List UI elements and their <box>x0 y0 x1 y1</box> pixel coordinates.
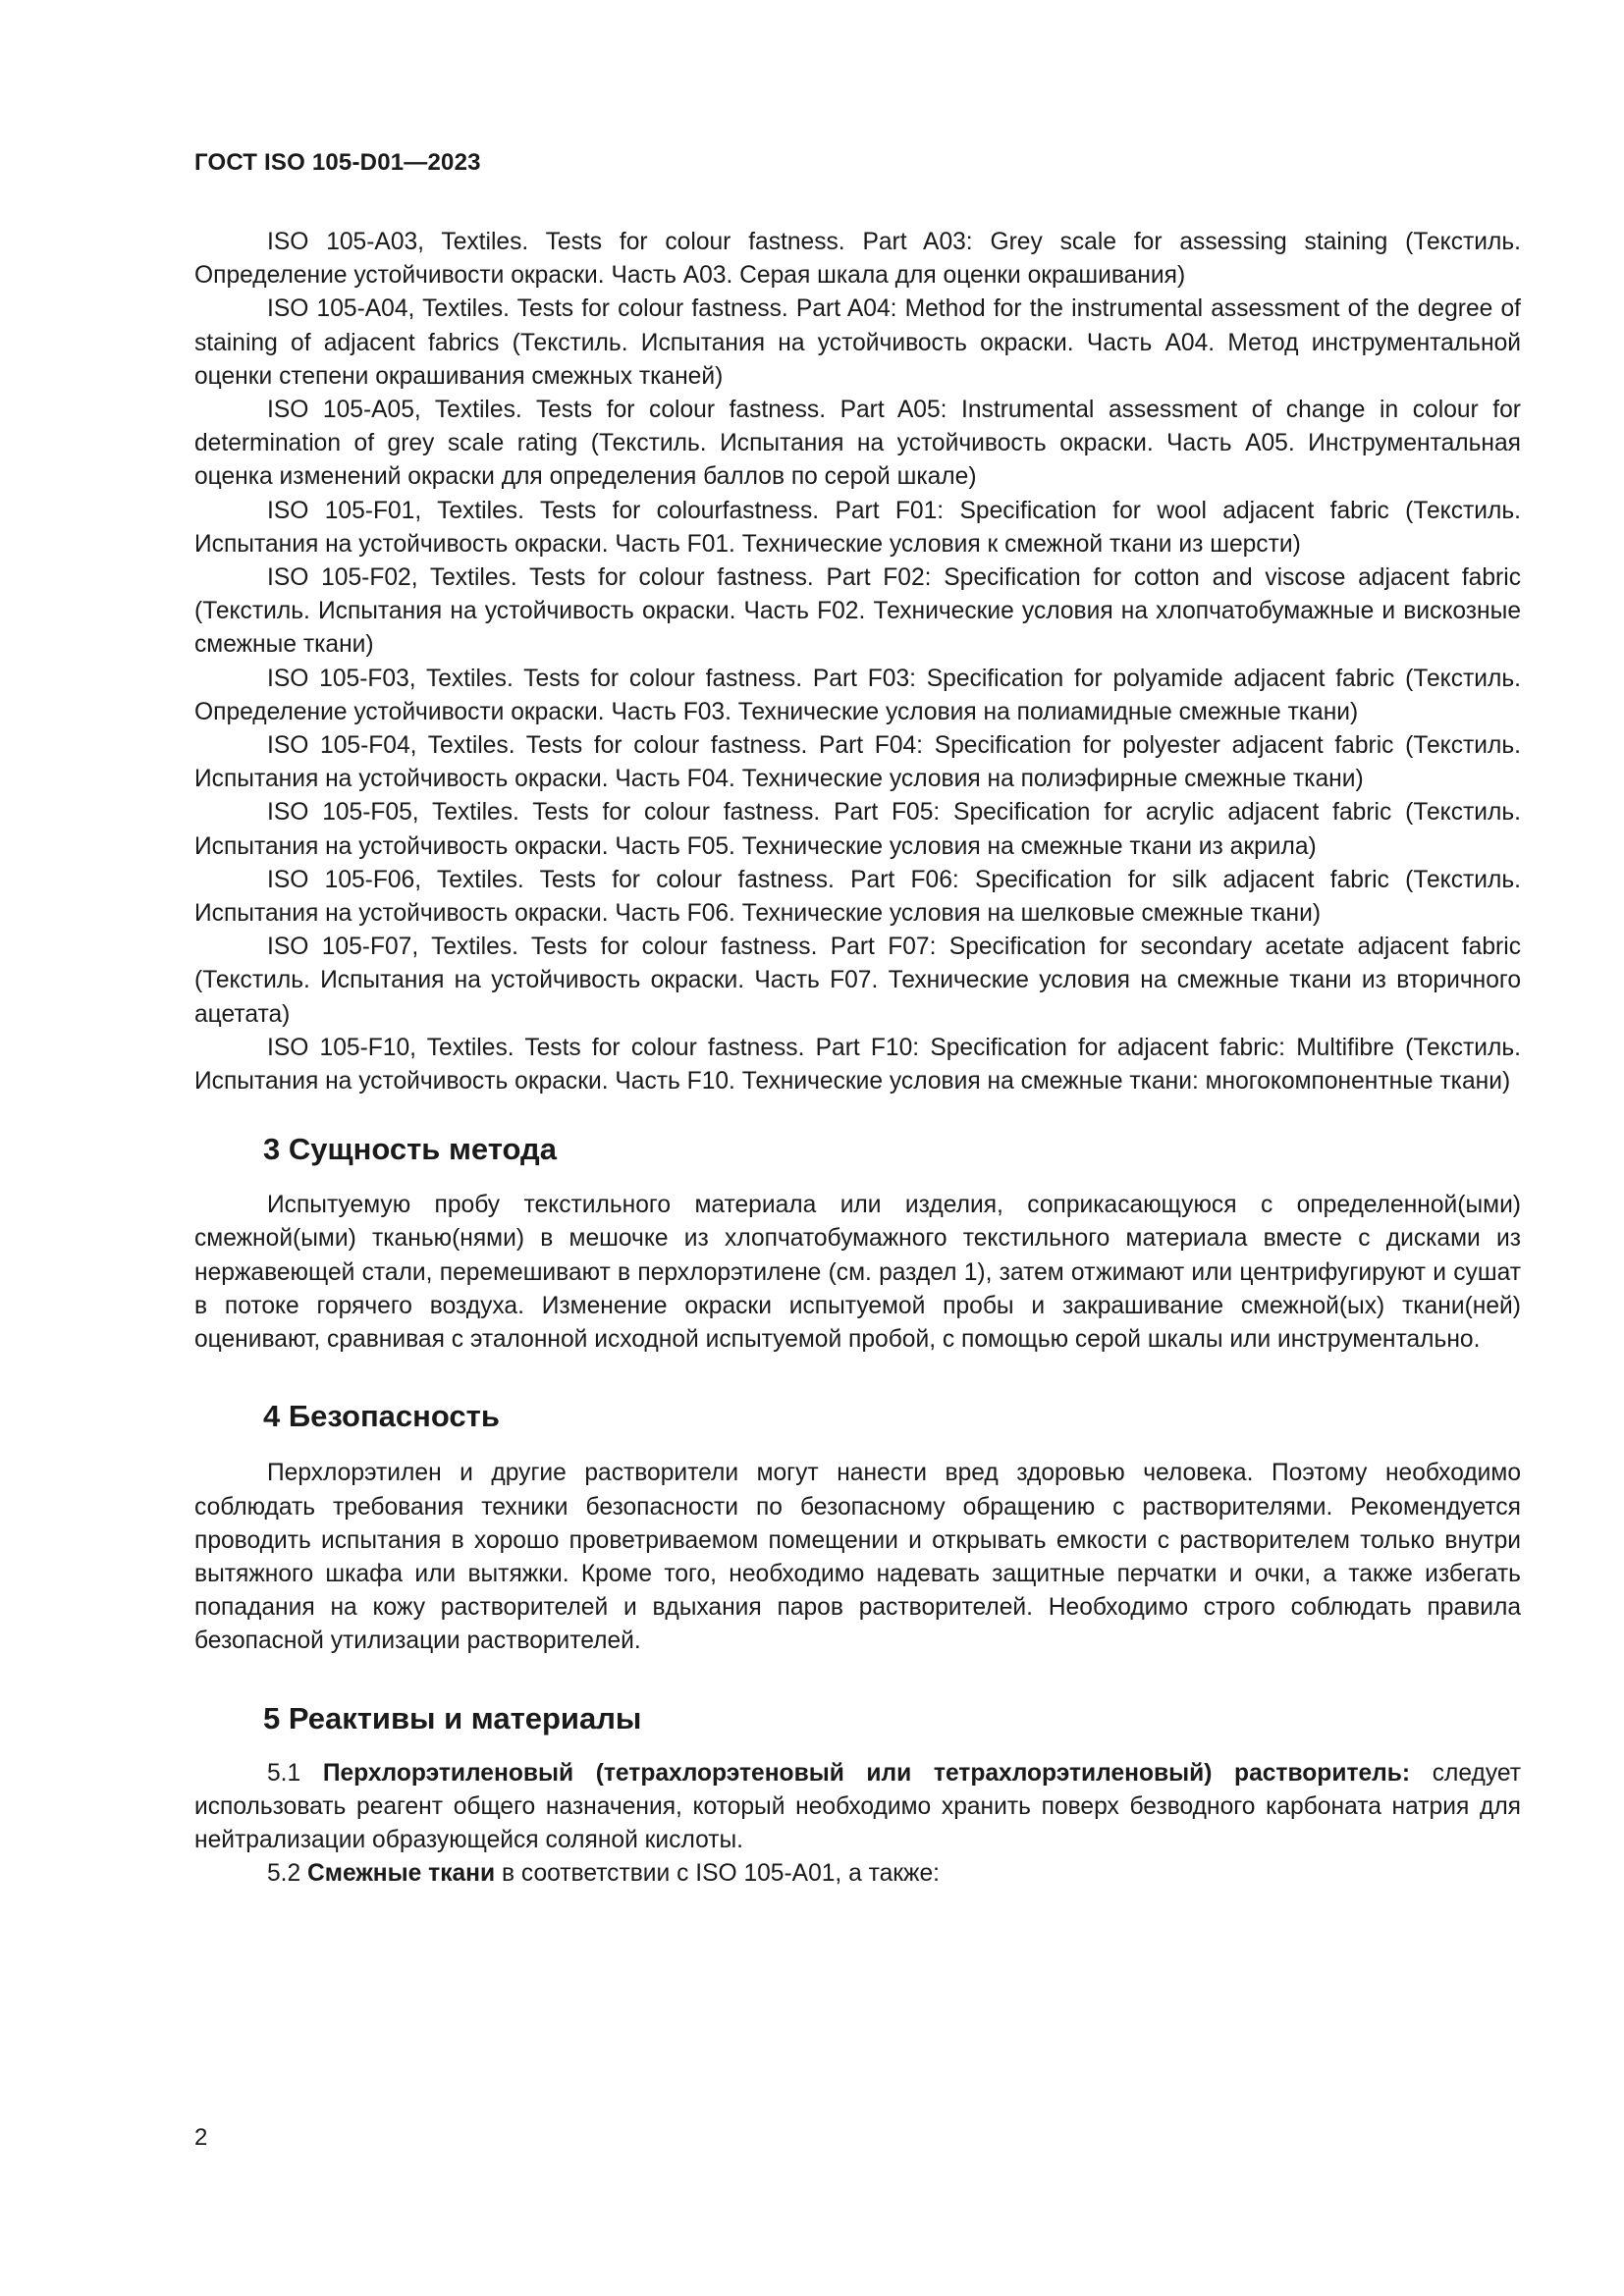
reference-item: ISO 105-A04, Textiles. Tests for colour fastness. Part A04: Method for the instrumental assessment of the degree of staining of adjacent fabrics (Текстиль. Испытания на устойчивость окраски. Часть А04. Метод инструментальной оценки степени окрашивания смежных тканей) <box>194 295 1521 390</box>
page-number: 2 <box>194 2124 208 2151</box>
clause-5-2-number: 5.2 <box>267 1860 308 1888</box>
clause-5-1 <box>194 1757 1521 1858</box>
clause-5-1-number: 5.1 <box>267 1759 323 1787</box>
reference-item: ISO 105-F02, Textiles. Tests for colour fastness. Part F02: Specification for cotton and viscose adjacent fabric (Текстиль. Испытания на устойчивость окраски. Часть F02. Технические условия на хлопчатобумажные и вискозные смежные ткани) <box>194 564 1521 659</box>
section-3-paragraph: Испытуемую пробу текстильного материала или изделия, соприкасающуюся с определенной(ыми) смежной(ыми) тканью(нями) в мешочке из хлопчатобумажного текстильного материала вместе с дисками из нержавеющей стали, перемешивают в перхлорэтилене (см. раздел 1), затем отжимают или центрифугируют и сушат в потоке горячего воздуха. Изменение окраски испытуемой пробы и закрашивание смежной(ых) ткани(ней) оценивают, сравнивая с эталонной исходной испытуемой пробой, с помощью серой шкалы или инструментально. <box>194 1192 1521 1354</box>
clause-5-1-text: следует использовать реагент общего назначения, который необходимо хранить поверх безводного карбоната натрия для нейтрализации образующейся соляной кислоты. <box>194 1759 1521 1853</box>
reference-item: ISO 105-F04, Textiles. Tests for colour fastness. Part F04: Specification for polyester adjacent fabric (Текстиль. Испытания на устойчивость окраски. Часть F04. Технические условия на полиэфирные смежные ткани) <box>194 732 1521 793</box>
clause-5-2-term: Смежные ткани <box>307 1860 496 1888</box>
reference-item: ISO 105-F07, Textiles. Tests for colour fastness. Part F07: Specification for secondary acetate adjacent fabric (Текстиль. Испытания на устойчивость окраски. Часть F07. Технические условия на смежные ткани из вторичного ацетата) <box>194 934 1521 1028</box>
reference-item: ISO 105-A05, Textiles. Tests for colour fastness. Part A05: Instrumental assessment of change in colour for determination of grey scale rating (Текстиль. Испытания на устойчивость окраски. Часть А05. Инструментальная оценка изменений окраски для определения баллов по серой шкале) <box>194 397 1521 491</box>
running-header: ГОСТ ISO 105-D01—2023 <box>194 149 481 176</box>
clause-5-1-term: Перхлорэтиленовый (тетрахлорэтеновый или тетрахлорэтиленовый) растворитель: <box>322 1759 1411 1787</box>
reference-item: ISO 105-F03, Textiles. Tests for colour fastness. Part F03: Specification for polyamide adjacent fabric (Текстиль. Определение устойчивости окраски. Часть F03. Технические условия на полиамидные смежные ткани) <box>194 665 1521 725</box>
section-5-heading: 5 Реактивы и материалы <box>263 1700 642 1735</box>
reference-item: ISO 105-F05, Textiles. Tests for colour fastness. Part F05: Specification for acrylic adjacent fabric (Текстиль. Испытания на устойчивость окраски. Часть F05. Технические условия на смежные ткани из акрила) <box>194 799 1521 860</box>
reference-item: ISO 105-F10, Textiles. Tests for colour fastness. Part F10: Specification for adjacent fabric: Multifibre (Текстиль. Испытания на устойчивость окраски. Часть F10. Технические условия на смежные ткани: многокомпонентные ткани) <box>194 1034 1521 1095</box>
reference-item: ISO 105-A03, Textiles. Tests for colour fastness. Part A03: Grey scale for assessing staining (Текстиль. Определение устойчивости окраски. Часть А03. Серая шкала для оценки окрашивания) <box>194 229 1521 290</box>
normative-references-list <box>194 226 1521 1098</box>
page-content <box>194 226 1521 1891</box>
section-4-paragraph: Перхлорэтилен и другие растворители могут нанести вред здоровью человека. Поэтому необходимо соблюдать требования техники безопасности по безопасному обращению с растворителями. Рекомендуется проводить испытания в хорошо проветриваемом помещении и открывать емкости с растворителем только внутри вытяжного шкафа или вытяжки. Кроме того, необходимо надевать защитные перчатки и очки, а также избегать попадания на кожу растворителей и вдыхания паров растворителей. Необходимо строго соблюдать правила безопасной утилизации растворителей. <box>194 1460 1521 1655</box>
clause-5-2 <box>194 1857 1521 1891</box>
section-3-heading: 3 Сущность метода <box>263 1132 557 1167</box>
clause-5-2-text: в соответствии с ISO 105-A01, а также: <box>495 1860 940 1888</box>
section-4-heading: 4 Безопасность <box>263 1399 500 1434</box>
reference-item: ISO 105-F06, Textiles. Tests for colour fastness. Part F06: Specification for silk adjacent fabric (Текстиль. Испытания на устойчивость окраски. Часть F06. Технические условия на шелковые смежные ткани) <box>194 866 1521 928</box>
reference-item: ISO 105-F01, Textiles. Tests for colourfastness. Part F01: Specification for wool adjacent fabric (Текстиль. Испытания на устойчивость окраски. Часть F01. Технические условия к смежной ткани из шерсти) <box>194 497 1521 558</box>
